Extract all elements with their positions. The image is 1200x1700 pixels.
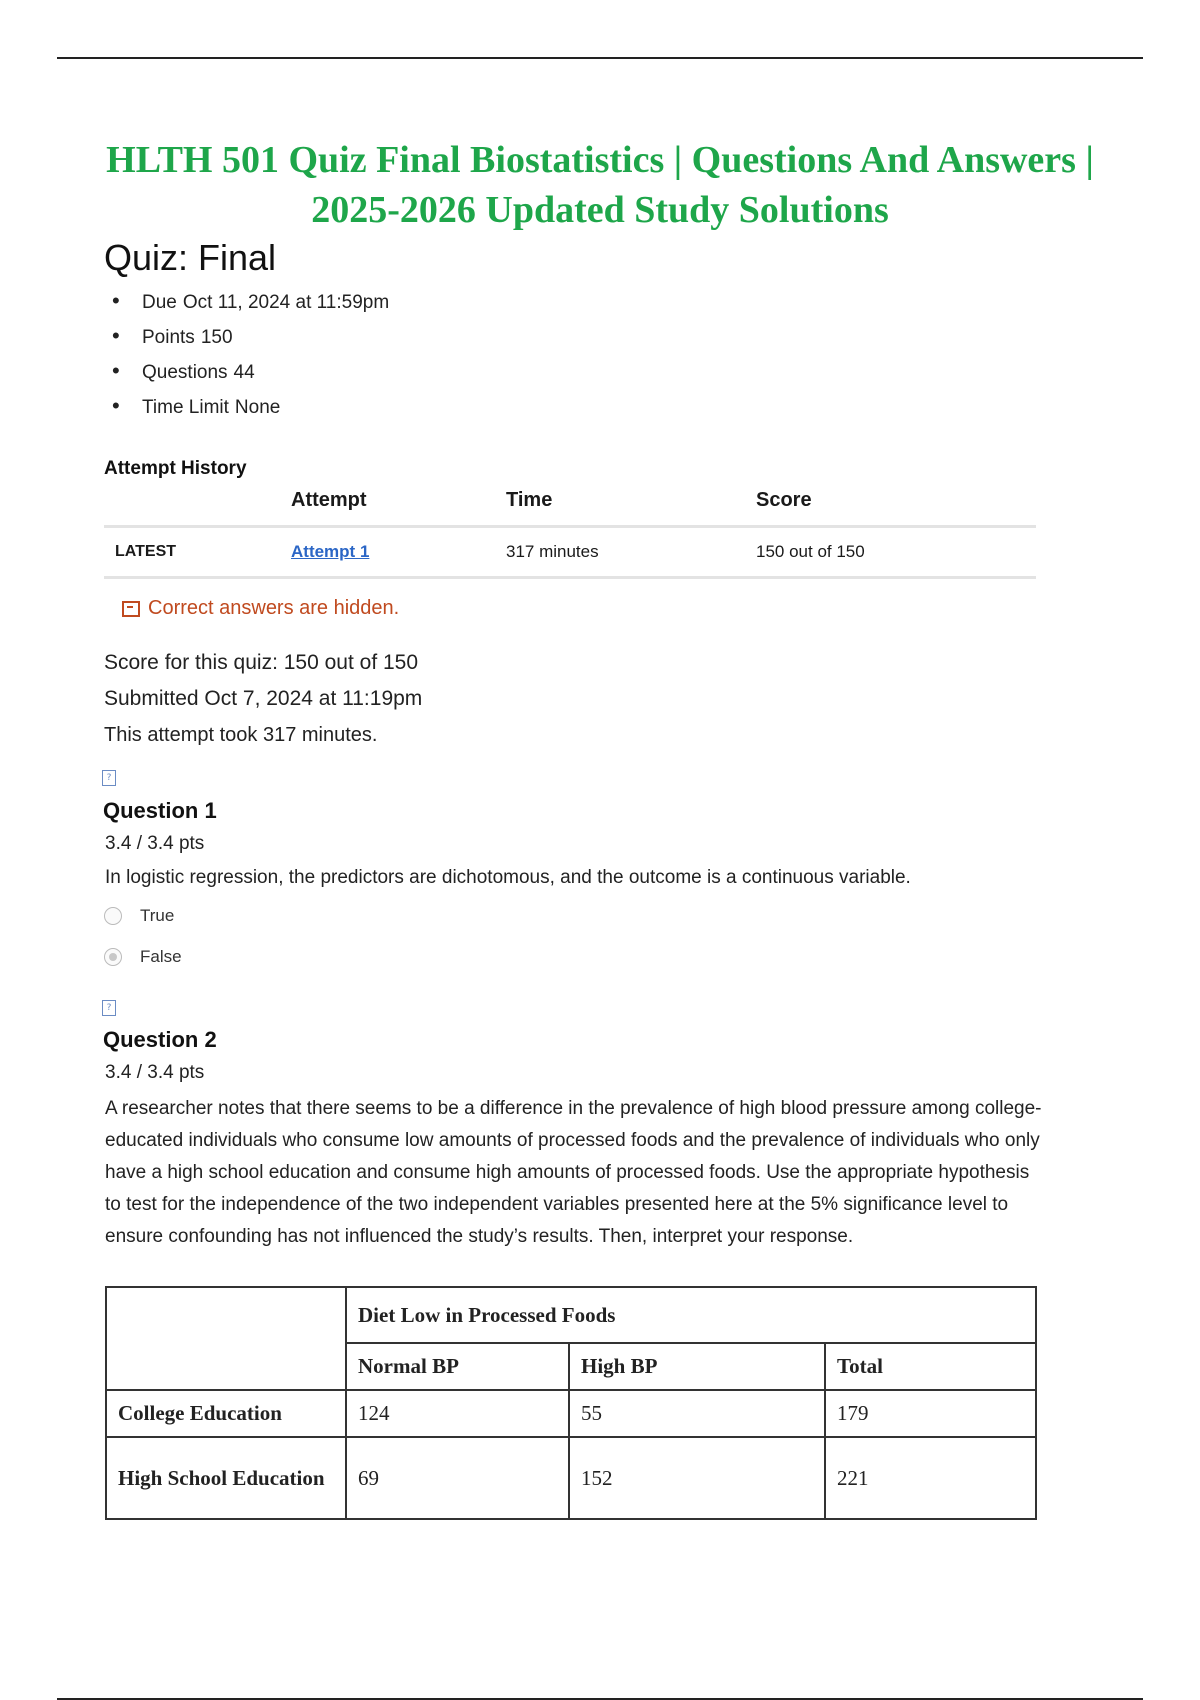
meta-due: • Due Oct 11, 2024 at 11:59pm: [112, 288, 389, 323]
meta-time-limit-value: None: [234, 397, 281, 418]
attempt-cell: [291, 527, 506, 578]
attempt-time-cell: 317 minutes: [506, 527, 756, 578]
cell-college-high-bp: 55: [569, 1390, 825, 1437]
attempt-history-table: [104, 485, 1036, 579]
table-row: [106, 1287, 1036, 1343]
document-title: HLTH 501 Quiz Final Biostatistics | Questions And Answers | 2025-2026 Updated Study Solutions: [106, 139, 1094, 231]
row-label-high-school: High School Education: [106, 1437, 346, 1519]
cell-hs-normal-bp: 69: [346, 1437, 569, 1519]
question-1-text: In logistic regression, the predictors are dichotomous, and the outcome is a continuous variable.: [105, 867, 911, 888]
score-line: Score for this quiz: 150 out of 150: [104, 651, 419, 674]
meta-due-value: Oct 11, 2024 at 11:59pm: [182, 292, 390, 313]
cell-college-normal-bp: 124: [346, 1390, 569, 1437]
meta-questions-label: Questions: [142, 362, 228, 383]
meta-questions-value: 44: [233, 362, 255, 383]
attempt-table-header-time: Time: [506, 485, 756, 527]
table-row: [104, 527, 1036, 578]
table-row: [106, 1390, 1036, 1437]
cell-college-total: 179: [825, 1390, 1036, 1437]
row-label-college: College Education: [106, 1390, 346, 1437]
meta-points-label: Points: [142, 327, 195, 348]
hidden-answers-icon: [122, 601, 140, 617]
quiz-title: Quiz: Final: [104, 237, 277, 278]
top-rule: [57, 57, 1143, 59]
radio-true[interactable]: [104, 907, 122, 925]
meta-due-label: Due: [142, 292, 177, 313]
meta-points-value: 150: [200, 327, 233, 348]
meta-time-limit: • Time Limit None: [112, 393, 389, 428]
question-2-title: Question 2: [103, 1027, 217, 1052]
correct-answers-hidden-text: Correct answers are hidden.: [148, 597, 400, 619]
contingency-table: [105, 1286, 1037, 1520]
submitted-line: Submitted Oct 7, 2024 at 11:19pm: [104, 687, 423, 710]
question-1-option-false[interactable]: [104, 947, 182, 967]
latest-tag: LATEST: [104, 527, 291, 578]
attempt-table-header-blank: [104, 485, 291, 527]
quiz-meta-list: [112, 288, 389, 428]
attempt-table-header-attempt: Attempt: [291, 485, 506, 527]
table-corner-cell: [106, 1287, 346, 1390]
radio-false[interactable]: [104, 948, 122, 966]
table-header-total: Total: [825, 1343, 1036, 1390]
question-flag-icon[interactable]: ?: [102, 770, 116, 786]
meta-points: • Points 150: [112, 323, 389, 358]
question-2-points: 3.4 / 3.4 pts: [105, 1062, 205, 1083]
meta-questions: • Questions 44: [112, 358, 389, 393]
attempt-table-header-score: Score: [756, 485, 1036, 527]
question-1-points: 3.4 / 3.4 pts: [105, 833, 205, 854]
question-flag-icon[interactable]: ?: [102, 1000, 116, 1016]
table-row: [106, 1437, 1036, 1519]
attempt-score-cell: 150 out of 150: [756, 527, 1036, 578]
question-1-option-true[interactable]: [104, 906, 174, 926]
cell-hs-total: 221: [825, 1437, 1036, 1519]
option-false-label: False: [140, 947, 182, 966]
correct-answers-hidden-notice: [122, 597, 399, 620]
table-header-high-bp: High BP: [569, 1343, 825, 1390]
meta-time-limit-label: Time Limit: [142, 397, 229, 418]
question-2-text: A researcher notes that there seems to be a difference in the prevalence of high blood pressure among college-educated individuals who consume low amounts of processed foods and the prevalence of individuals who only have a high school education and consume high amounts of processed foods. Use the appropriate hypothesis to test for the independence of the two independent variables presented here at the 5% significance level to ensure confounding has not influenced the study’s results. Then, interpret your response.: [105, 1098, 1042, 1247]
question-1-title: Question 1: [103, 798, 217, 823]
quiz-summary: [104, 645, 422, 753]
cell-hs-high-bp: 152: [569, 1437, 825, 1519]
table-group-header: Diet Low in Processed Foods: [346, 1287, 1036, 1343]
attempt-1-link[interactable]: Attempt 1: [291, 542, 370, 561]
table-header-normal-bp: Normal BP: [346, 1343, 569, 1390]
option-true-label: True: [140, 906, 175, 925]
duration-line: This attempt took 317 minutes.: [104, 724, 378, 746]
attempt-table-header-row: [104, 485, 1036, 527]
attempt-history-heading: Attempt History: [104, 458, 247, 479]
